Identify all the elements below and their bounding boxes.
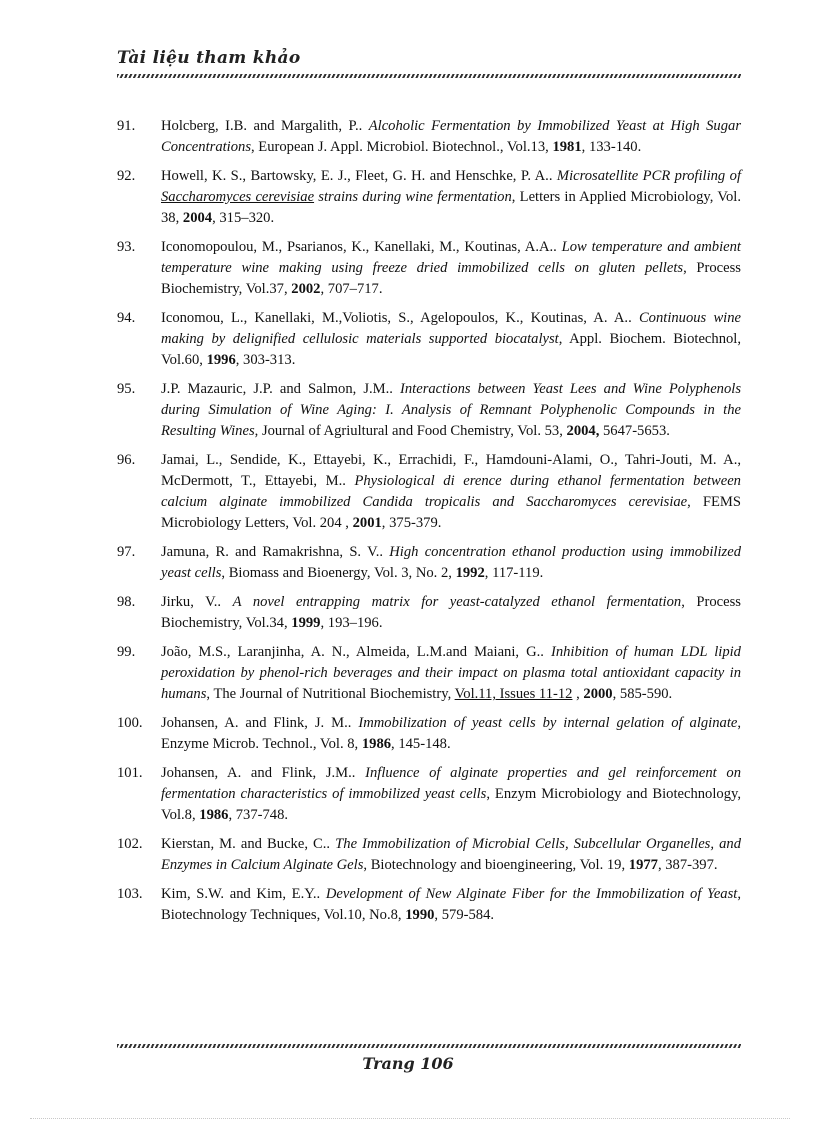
reference-fragment: , Appl. Biochem. Biotechnol, Vol.60, (161, 331, 741, 368)
reference-text (161, 884, 741, 926)
reference-item (117, 542, 741, 584)
reference-fragment: Vol.11, Issues 11-12 (454, 686, 573, 702)
reference-text (161, 713, 741, 755)
reference-year: 1992 (455, 565, 485, 581)
reference-title-fragment: Development of New Alginate Fiber for the Immobilization of Yeast (325, 886, 738, 902)
reference-fragment: , Journal of Agriultural and Food Chemistry, Vol. 53, (254, 423, 567, 439)
page-header-title: Tài liệu tham khảo (117, 48, 301, 68)
reference-fragment: , Process Biochemistry, Vol.34, (161, 594, 741, 631)
reference-fragment: , 585-590. (612, 686, 673, 702)
reference-year: 2000 (583, 686, 613, 702)
footer-divider (117, 1044, 741, 1048)
reference-text (161, 763, 741, 826)
reference-year: 2002 (291, 281, 321, 297)
reference-fragment: , 193–196. (320, 615, 383, 631)
reference-item (117, 308, 741, 371)
reference-number: 92. (117, 168, 136, 184)
reference-fragment: , Letters in Applied Microbiology, Vol. 38, (161, 189, 741, 226)
reference-number: 95. (117, 381, 136, 397)
reference-text (161, 379, 741, 442)
reference-year: 1977 (628, 857, 658, 873)
reference-fragment: , (572, 686, 584, 702)
reference-item (117, 166, 741, 229)
reference-fragment: , 133-140. (581, 139, 642, 155)
reference-text (161, 116, 741, 158)
reference-item (117, 834, 741, 876)
reference-year: 1990 (405, 907, 435, 923)
reference-fragment: , 145-148. (391, 736, 451, 752)
reference-fragment: , 387-397. (657, 857, 718, 873)
reference-number: 97. (117, 544, 136, 560)
reference-item (117, 379, 741, 442)
reference-text (161, 542, 741, 584)
reference-item (117, 763, 741, 826)
reference-fragment: Johansen, A. and Flink, J.M.. (161, 765, 366, 781)
reference-number: 102. (117, 836, 143, 852)
reference-title-fragment: Saccharomyces cerevisiae (161, 189, 315, 205)
reference-year: 1986 (361, 736, 392, 752)
reference-fragment: , Biotechnology Techniques, Vol.10, No.8, (161, 886, 741, 923)
reference-title-fragment: Continuous wine making by delignified cellulosic materials supported biocatalyst (161, 310, 742, 347)
reference-title-fragment: Immobilization of yeast cells by internal gelation of alginate (358, 715, 738, 731)
reference-title-fragment: Low temperature and ambient temperature wine making using freeze dried immobilized cells on gluten pellets (161, 239, 741, 276)
reference-year: 1999 (291, 615, 321, 631)
reference-fragment: Kim, S.W. and Kim, E.Y.. (161, 886, 326, 902)
reference-text (161, 450, 741, 534)
reference-year: 1981 (552, 139, 582, 155)
reference-fragment: , Biomass and Bioenergy, Vol. 3, No. 2, (221, 565, 456, 581)
reference-fragment: 5647-5653. (599, 423, 670, 439)
reference-item (117, 884, 741, 926)
reference-fragment: , European J. Appl. Microbiol. Biotechnol., Vol.13, (251, 139, 553, 155)
reference-fragment: , 303-313. (235, 352, 296, 368)
reference-text (161, 642, 741, 705)
reference-fragment: Kierstan, M. and Bucke, C.. (161, 836, 336, 852)
reference-text (161, 592, 741, 634)
reference-fragment: , The Journal of Nutritional Biochemistry, (206, 686, 455, 702)
reference-number: 93. (117, 239, 136, 255)
reference-fragment: Howell, K. S., Bartowsky, E. J., Fleet, G. H. and Henschke, P. A.. (161, 168, 557, 184)
reference-year: 2001 (352, 515, 382, 531)
reference-title-fragment: A novel entrapping matrix for yeast-catalyzed ethanol fermentation (232, 594, 682, 610)
reference-list (117, 116, 741, 934)
reference-number: 99. (117, 644, 136, 660)
header-divider (117, 74, 741, 78)
reference-item (117, 713, 741, 755)
reference-fragment: , 579-584. (434, 907, 495, 923)
reference-fragment: , Biotechnology and bioengineering, Vol. 19, (363, 857, 629, 873)
reference-item (117, 237, 741, 300)
page-edge-dotted-line (30, 1118, 790, 1119)
reference-fragment: Jamai, L., Sendide, K., Ettayebi, K., Errachidi, F., Hamdouni-Alami, O., Tahri-Jouti, M. A., McDermott, T., Ettayebi, M.. (161, 452, 741, 489)
reference-number: 101. (117, 765, 143, 781)
reference-title-fragment: Inhibition of human LDL lipid peroxidation by phenol-rich beverages and their impact on plasma total antioxidant capacity in humans (161, 644, 741, 702)
reference-fragment: , 375-379. (381, 515, 442, 531)
reference-fragment: , Enzyme Microb. Technol., Vol. 8, (161, 715, 742, 752)
reference-text (161, 166, 741, 229)
reference-fragment: , FEMS Microbiology Letters, Vol. 204 , (161, 494, 741, 531)
reference-title-fragment: The Immobilization of Microbial Cells, Subcellular Organelles, and Enzymes in Calcium Alginate Gels (161, 836, 741, 873)
reference-item (117, 116, 741, 158)
reference-title-fragment: Interactions between Yeast Lees and Wine Polyphenols during Simulation of Wine Aging: I. Analysis of Remnant Polyphenolic Compounds in the Resulting Wines (161, 381, 742, 439)
reference-title-fragment: Alcoholic Fermentation by Immobilized Yeast at High Sugar Concentrations (161, 118, 742, 155)
reference-year: 2004, (566, 423, 600, 439)
reference-text (161, 237, 741, 300)
reference-fragment: Johansen, A. and Flink, J. M.. (161, 715, 359, 731)
reference-fragment: Iconomou, L., Kanellaki, M.,Voliotis, S., Agelopoulos, K., Koutinas, A. A.. (161, 310, 639, 326)
reference-fragment: J.P. Mazauric, J.P. and Salmon, J.M.. (161, 381, 401, 397)
reference-item (117, 642, 741, 705)
reference-title-fragment: Influence of alginate properties and gel reinforcement on fermentation characteristics of immobilized yeast cells (161, 765, 741, 802)
reference-item (117, 450, 741, 534)
reference-fragment: Jamuna, R. and Ramakrishna, S. V.. (161, 544, 390, 560)
reference-fragment: , 117-119. (484, 565, 544, 581)
reference-title-fragment: High concentration ethanol production using immobilized yeast cells (161, 544, 741, 581)
reference-number: 98. (117, 594, 136, 610)
reference-fragment: , 737-748. (228, 807, 289, 823)
page-number: Trang 106 (362, 1054, 454, 1073)
reference-number: 103. (117, 886, 143, 902)
reference-fragment: , 315–320. (212, 210, 275, 226)
reference-fragment: Jirku, V.. (161, 594, 233, 610)
reference-number: 100. (117, 715, 143, 731)
reference-title-fragment: strains during wine fermentation (314, 189, 512, 205)
reference-number: 91. (117, 118, 136, 134)
reference-number: 96. (117, 452, 136, 468)
reference-fragment: Holcberg, I.B. and Margalith, P.. (161, 118, 369, 134)
reference-number: 94. (117, 310, 136, 326)
reference-year: 1986 (199, 807, 229, 823)
reference-year: 1996 (206, 352, 236, 368)
reference-item (117, 592, 741, 634)
reference-title-fragment: Physiological di erence during ethanol fermentation between calcium alginate immobilized Candida tropicalis and Saccharomyces cerevisiae (161, 473, 741, 510)
reference-fragment: Iconomopoulou, M., Psarianos, K., Kanellaki, M., Koutinas, A.A.. (161, 239, 562, 255)
reference-text (161, 308, 741, 371)
reference-year: 2004 (182, 210, 213, 226)
reference-text (161, 834, 741, 876)
reference-fragment: , Enzym Microbiology and Biotechnology, Vol.8, (161, 786, 741, 823)
reference-fragment: , Process Biochemistry, Vol.37, (161, 260, 741, 297)
reference-title-fragment: Microsatellite PCR profiling of (556, 168, 741, 184)
reference-fragment: , 707–717. (320, 281, 383, 297)
reference-fragment: João, M.S., Laranjinha, A. N., Almeida, L.M.and Maiani, G.. (161, 644, 551, 660)
